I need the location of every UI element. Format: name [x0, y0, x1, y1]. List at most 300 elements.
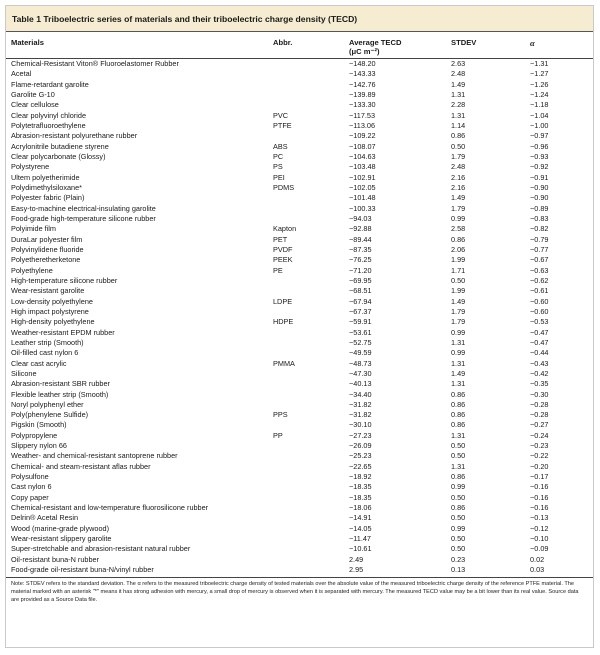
abbr-cell: PE [273, 265, 283, 275]
alpha-cell: −1.31 [530, 59, 549, 68]
material-cell: Poly(phenylene Sulfide) [11, 410, 89, 420]
tecd-cell: −104.63 [349, 151, 376, 161]
abbr-cell [273, 204, 349, 214]
abbr-cell [273, 307, 349, 317]
material-cell: DuraLar polyester film [11, 234, 83, 244]
abbr-cell [273, 534, 349, 544]
tecd-cell: −18.35 [349, 482, 372, 492]
stdev-cell: 1.49 [451, 296, 466, 306]
stdev-cell: 2.63 [451, 59, 466, 68]
alpha-cell: −0.93 [530, 151, 549, 161]
table-row [6, 513, 593, 523]
stdev-cell: 0.50 [451, 534, 466, 544]
abbr-cell [273, 348, 349, 358]
alpha-cell: −0.20 [530, 461, 549, 471]
tecd-cell: −30.10 [349, 420, 372, 430]
stdev-cell: 1.31 [451, 358, 466, 368]
table-row [6, 111, 593, 121]
table-row [6, 348, 593, 358]
table-row [6, 224, 593, 234]
alpha-cell: −0.83 [530, 213, 549, 223]
abbr-cell: PMMA [273, 358, 295, 368]
stdev-cell: 0.50 [451, 275, 466, 285]
material-cell: Polyimide film [11, 224, 57, 234]
tecd-cell: −117.53 [349, 110, 376, 120]
table-row [6, 162, 593, 172]
table-row [6, 69, 593, 79]
alpha-cell: −0.60 [530, 296, 549, 306]
alpha-cell: −1.00 [530, 120, 549, 130]
material-cell: Polyetheretherketone [11, 255, 81, 265]
stdev-cell: 1.99 [451, 286, 466, 296]
abbr-cell: PTFE [273, 120, 292, 130]
material-cell: Slippery nylon 66 [11, 441, 67, 451]
abbr-cell [273, 493, 349, 503]
table-row [6, 235, 593, 245]
tecd-cell: −142.76 [349, 79, 376, 89]
tecd-cell: −102.91 [349, 172, 376, 182]
tecd-cell: −10.61 [349, 544, 372, 554]
abbr-cell: PEI [273, 172, 285, 182]
tecd-cell: −101.48 [349, 193, 376, 203]
material-cell: Polyvinylidene fluoride [11, 244, 84, 254]
table-row [6, 121, 593, 131]
table-row [6, 276, 593, 286]
alpha-cell: −0.62 [530, 275, 549, 285]
material-cell: Chemical-Resistant Viton® Fluoroelastomer Rubber [11, 59, 179, 68]
tecd-cell: −18.35 [349, 492, 372, 502]
stdev-cell: 0.99 [451, 213, 466, 223]
abbr-cell: LDPE [273, 296, 293, 306]
stdev-cell: 1.31 [451, 110, 466, 120]
table-row [6, 255, 593, 265]
table-row [6, 493, 593, 503]
stdev-cell: 1.79 [451, 306, 466, 316]
table-row [6, 451, 593, 461]
table-row [6, 173, 593, 183]
tecd-cell: −52.75 [349, 337, 372, 347]
material-cell: Oil-filled cast nylon 6 [11, 348, 79, 358]
alpha-cell: −0.47 [530, 337, 549, 347]
alpha-cell: −0.23 [530, 441, 549, 451]
table-row [6, 328, 593, 338]
tecd-cell: −100.33 [349, 203, 376, 213]
table-row [6, 503, 593, 513]
material-cell: Abrasion-resistant SBR rubber [11, 379, 110, 389]
alpha-cell: −0.30 [530, 389, 549, 399]
tecd-cell: −48.73 [349, 358, 372, 368]
table-row [6, 359, 593, 369]
abbr-cell [273, 503, 349, 513]
abbr-cell: PC [273, 151, 284, 161]
tecd-cell: −18.92 [349, 472, 372, 482]
material-cell: Polysulfone [11, 472, 49, 482]
material-cell: Low-density polyethylene [11, 296, 93, 306]
abbr-cell [273, 131, 349, 141]
material-cell: Chemical- and steam-resistant aflas rubber [11, 461, 151, 471]
tecd-cell: −67.94 [349, 296, 372, 306]
tecd-cell: −31.82 [349, 410, 372, 420]
material-cell: Flexible leather strip (Smooth) [11, 389, 109, 399]
table-row [6, 59, 593, 69]
tecd-cell: −53.61 [349, 327, 372, 337]
abbr-cell: HDPE [273, 317, 294, 327]
abbr-cell: ABS [273, 141, 288, 151]
material-cell: Leather strip (Smooth) [11, 337, 84, 347]
stdev-cell: 1.31 [451, 379, 466, 389]
header-abbr: Abbr. [273, 38, 293, 47]
tecd-cell: −89.44 [349, 234, 372, 244]
table-caption: Table 1 Triboelectric series of materials and their triboelectric charge density (TECD) [6, 6, 593, 32]
material-cell: Polyethylene [11, 265, 53, 275]
table-row [6, 379, 593, 389]
stdev-cell: 2.58 [451, 224, 466, 234]
stdev-cell: 1.14 [451, 120, 466, 130]
material-cell: Wood (marine-grade plywood) [11, 523, 110, 533]
table-row [6, 152, 593, 162]
material-cell: Easy-to-machine electrical-insulating garolite [11, 203, 156, 213]
abbr-cell [273, 482, 349, 492]
tecd-cell: −139.89 [349, 89, 376, 99]
alpha-cell: −0.77 [530, 244, 549, 254]
table-row [6, 390, 593, 400]
table-row [6, 183, 593, 193]
material-cell: Copy paper [11, 492, 49, 502]
tecd-cell: −22.65 [349, 461, 372, 471]
abbr-cell [273, 100, 349, 110]
material-cell: Polyester fabric (Plain) [11, 193, 85, 203]
tecd-cell: −26.09 [349, 441, 372, 451]
table-note: Note: STDEV refers to the standard deviation. The α refers to the measured triboelectric charge density of tested materials over the absolute value of the measured triboelectric charge density of the reference PTFE material. The material marked with an asterisk "*" means it has strong adhesion with mercury, a small drop of mercury is observed when it is separated with mercury. The measured TECD value may be a bit lower than its real value. Source data are provided as a Source Data file. [11, 581, 579, 603]
abbr-cell [273, 544, 349, 554]
abbr-cell [273, 472, 349, 482]
tecd-cell: −11.47 [349, 534, 371, 544]
stdev-cell: 0.50 [451, 544, 466, 554]
table-row [6, 534, 593, 544]
tecd-cell: −92.88 [349, 224, 372, 234]
abbr-cell: PVDF [273, 244, 293, 254]
table-row [6, 131, 593, 141]
material-cell: Flame-retardant garolite [11, 79, 89, 89]
alpha-cell: −0.63 [530, 265, 549, 275]
table-row [6, 317, 593, 327]
stdev-cell: 1.79 [451, 151, 466, 161]
table-row [6, 420, 593, 430]
stdev-cell: 0.86 [451, 472, 466, 482]
stdev-cell: 2.28 [451, 100, 466, 110]
material-cell: Cast nylon 6 [11, 482, 52, 492]
tecd-cell: −18.06 [349, 503, 372, 513]
abbr-cell [273, 441, 349, 451]
stdev-cell: 0.50 [451, 141, 466, 151]
tecd-cell: −102.05 [349, 182, 376, 192]
abbr-cell: PP [273, 430, 283, 440]
tecd-cell: −87.35 [349, 244, 372, 254]
alpha-cell: −0.67 [530, 255, 549, 265]
tecd-cell: 2.49 [349, 554, 364, 564]
abbr-cell: PET [273, 234, 288, 244]
stdev-cell: 0.50 [451, 492, 466, 502]
alpha-cell: −0.28 [530, 410, 549, 420]
material-cell: Clear polyvinyl chloride [11, 110, 87, 120]
tecd-cell: −14.05 [349, 523, 372, 533]
stdev-cell: 0.86 [451, 234, 466, 244]
stdev-cell: 1.31 [451, 89, 466, 99]
material-cell: Garolite G-10 [11, 89, 55, 99]
material-cell: Polytetrafluoroethylene [11, 120, 86, 130]
stdev-cell: 0.86 [451, 131, 466, 141]
stdev-cell: 1.31 [451, 461, 466, 471]
tecd-cell: −76.25 [349, 255, 372, 265]
alpha-cell: −1.04 [530, 110, 549, 120]
stdev-cell: 0.50 [451, 513, 466, 523]
tecd-cell: −68.51 [349, 286, 372, 296]
stdev-cell: 0.86 [451, 399, 466, 409]
material-cell: Pigskin (Smooth) [11, 420, 67, 430]
table-row [6, 100, 593, 110]
table-row [6, 204, 593, 214]
alpha-cell: −0.43 [530, 358, 549, 368]
alpha-cell: −0.92 [530, 162, 549, 172]
abbr-cell [273, 565, 349, 575]
abbr-cell [273, 276, 349, 286]
data-table [6, 59, 593, 575]
stdev-cell: 1.71 [451, 265, 466, 275]
tecd-cell: −71.20 [349, 265, 372, 275]
stdev-cell: 1.49 [451, 193, 466, 203]
material-cell: High-temperature silicone rubber [11, 275, 118, 285]
stdev-cell: 0.50 [451, 451, 466, 461]
alpha-cell: −0.24 [530, 430, 549, 440]
material-cell: Oil-resistant buna-N rubber [11, 554, 100, 564]
abbr-cell: PDMS [273, 182, 295, 192]
abbr-cell [273, 193, 349, 203]
table-row [6, 90, 593, 100]
stdev-cell: 0.50 [451, 441, 466, 451]
table-row [6, 245, 593, 255]
table-row [6, 266, 593, 276]
material-cell: Food-grade high-temperature silicone rubber [11, 213, 156, 223]
table-row [6, 544, 593, 554]
tecd-cell: −34.40 [349, 389, 372, 399]
abbr-cell: PPS [273, 410, 288, 420]
material-cell: Weather- and chemical-resistant santoprene rubber [11, 451, 178, 461]
stdev-cell: 1.79 [451, 203, 466, 213]
abbr-cell [273, 69, 349, 79]
alpha-cell: −0.96 [530, 141, 549, 151]
material-cell: Acrylonitrile butadiene styrene [11, 141, 109, 151]
alpha-cell: −0.79 [530, 234, 549, 244]
tecd-cell: −59.91 [349, 317, 372, 327]
table-row [6, 410, 593, 420]
abbr-cell [273, 59, 349, 69]
header-tecd-unit: (μC m⁻²) [349, 47, 380, 56]
abbr-cell [273, 338, 349, 348]
material-cell: Noryl polyphenyl ether [11, 399, 84, 409]
alpha-cell: −0.12 [530, 523, 549, 533]
abbr-cell [273, 214, 349, 224]
alpha-cell: −0.35 [530, 379, 549, 389]
material-cell: Silicone [11, 368, 37, 378]
table-row [6, 462, 593, 472]
alpha-cell: −0.09 [530, 544, 549, 554]
table-header [6, 32, 593, 59]
abbr-cell [273, 390, 349, 400]
material-cell: Clear polycarbonate (Glossy) [11, 151, 106, 161]
alpha-cell: −1.26 [530, 79, 549, 89]
tecd-cell: −31.82 [349, 399, 372, 409]
stdev-cell: 0.99 [451, 348, 466, 358]
material-cell: Polydimethylsiloxane* [11, 182, 82, 192]
alpha-cell: −0.13 [530, 513, 549, 523]
table-row [6, 482, 593, 492]
material-cell: Ultem polyetherimide [11, 172, 80, 182]
alpha-cell: −0.90 [530, 193, 549, 203]
tecd-cell: −40.13 [349, 379, 372, 389]
tecd-cell: −133.30 [349, 100, 376, 110]
material-cell: Wear-resistant slippery garolite [11, 534, 112, 544]
header-materials: Materials [11, 38, 44, 47]
table-body [6, 59, 593, 575]
stdev-cell: 2.06 [451, 244, 466, 254]
abbr-cell: Kapton [273, 224, 297, 234]
alpha-cell: −0.16 [530, 482, 549, 492]
stdev-cell: 0.99 [451, 523, 466, 533]
abbr-cell [273, 400, 349, 410]
abbr-cell: PEEK [273, 255, 293, 265]
alpha-cell: −1.27 [530, 69, 549, 79]
material-cell: Super-stretchable and abrasion-resistant natural rubber [11, 544, 191, 554]
stdev-cell: 0.13 [451, 565, 466, 575]
abbr-cell: PS [273, 162, 283, 172]
material-cell: Abrasion-resistant polyurethane rubber [11, 131, 138, 141]
material-cell: Clear cellulose [11, 100, 59, 110]
tecd-cell: −25.23 [349, 451, 372, 461]
material-cell: High impact polystyrene [11, 306, 89, 316]
table-row [6, 565, 593, 575]
abbr-cell [273, 555, 349, 565]
abbr-cell [273, 286, 349, 296]
abbr-cell [273, 379, 349, 389]
alpha-cell: −0.27 [530, 420, 549, 430]
stdev-cell: 0.99 [451, 482, 466, 492]
stdev-cell: 0.99 [451, 327, 466, 337]
table-row [6, 400, 593, 410]
stdev-cell: 0.86 [451, 503, 466, 513]
alpha-cell: −0.28 [530, 399, 549, 409]
tecd-cell: −27.23 [349, 430, 372, 440]
stdev-cell: 1.99 [451, 255, 466, 265]
tecd-cell: −67.37 [349, 306, 372, 316]
header-tecd: Average TECD [349, 38, 402, 47]
tecd-cell: −103.48 [349, 162, 376, 172]
abbr-cell [273, 524, 349, 534]
material-cell: Acetal [11, 69, 32, 79]
tecd-cell: −143.33 [349, 69, 376, 79]
table-row [6, 369, 593, 379]
material-cell: Clear cast acrylic [11, 358, 67, 368]
table-row [6, 441, 593, 451]
table-row [6, 286, 593, 296]
stdev-cell: 0.86 [451, 410, 466, 420]
header-stdev: STDEV [451, 38, 477, 47]
table-container [5, 5, 594, 648]
tecd-cell: −69.95 [349, 275, 372, 285]
alpha-cell: −0.22 [530, 451, 549, 461]
alpha-cell: −0.91 [530, 172, 549, 182]
table-row [6, 338, 593, 348]
table-row [6, 193, 593, 203]
header-alpha: α [530, 38, 535, 48]
stdev-cell: 1.31 [451, 337, 466, 347]
tecd-cell: −94.03 [349, 213, 372, 223]
table-row [6, 307, 593, 317]
stdev-cell: 1.31 [451, 430, 466, 440]
alpha-cell: −1.18 [530, 100, 549, 110]
abbr-cell [273, 80, 349, 90]
table-row [6, 555, 593, 565]
alpha-cell: −0.89 [530, 203, 549, 213]
stdev-cell: 0.23 [451, 554, 466, 564]
stdev-cell: 2.48 [451, 162, 466, 172]
stdev-cell: 0.86 [451, 420, 466, 430]
tecd-cell: −14.91 [349, 513, 372, 523]
material-cell: Polystyrene [11, 162, 50, 172]
material-cell: Delrin® Acetal Resin [11, 513, 79, 523]
alpha-cell: −0.61 [530, 286, 549, 296]
abbr-cell [273, 451, 349, 461]
table-row [6, 214, 593, 224]
abbr-cell: PVC [273, 110, 289, 120]
table-row [6, 472, 593, 482]
alpha-cell: 0.02 [530, 554, 545, 564]
tecd-cell: −109.22 [349, 131, 376, 141]
material-cell: Weather-resistant EPDM rubber [11, 327, 115, 337]
material-cell: Wear-resistant garolite [11, 286, 85, 296]
alpha-cell: −0.44 [530, 348, 549, 358]
abbr-cell [273, 328, 349, 338]
alpha-cell: 0.03 [530, 565, 545, 575]
alpha-cell: −0.42 [530, 368, 549, 378]
abbr-cell [273, 369, 349, 379]
table-row [6, 142, 593, 152]
stdev-cell: 2.48 [451, 69, 466, 79]
stdev-cell: 2.16 [451, 182, 466, 192]
alpha-cell: −0.16 [530, 503, 549, 513]
alpha-cell: −1.24 [530, 89, 549, 99]
alpha-cell: −0.90 [530, 182, 549, 192]
stdev-cell: 2.16 [451, 172, 466, 182]
alpha-cell: −0.53 [530, 317, 549, 327]
abbr-cell [273, 462, 349, 472]
tecd-cell: −47.30 [349, 368, 372, 378]
table-row [6, 524, 593, 534]
alpha-cell: −0.60 [530, 306, 549, 316]
alpha-cell: −0.10 [530, 534, 549, 544]
stdev-cell: 1.49 [451, 79, 466, 89]
tecd-cell: −49.59 [349, 348, 372, 358]
abbr-cell [273, 513, 349, 523]
table-row [6, 297, 593, 307]
tecd-cell: −113.06 [349, 120, 376, 130]
abbr-cell [273, 420, 349, 430]
tecd-cell: 2.95 [349, 565, 364, 575]
stdev-cell: 0.86 [451, 389, 466, 399]
material-cell: High-density polyethylene [11, 317, 95, 327]
table-row [6, 80, 593, 90]
alpha-cell: −0.97 [530, 131, 549, 141]
stdev-cell: 1.79 [451, 317, 466, 327]
